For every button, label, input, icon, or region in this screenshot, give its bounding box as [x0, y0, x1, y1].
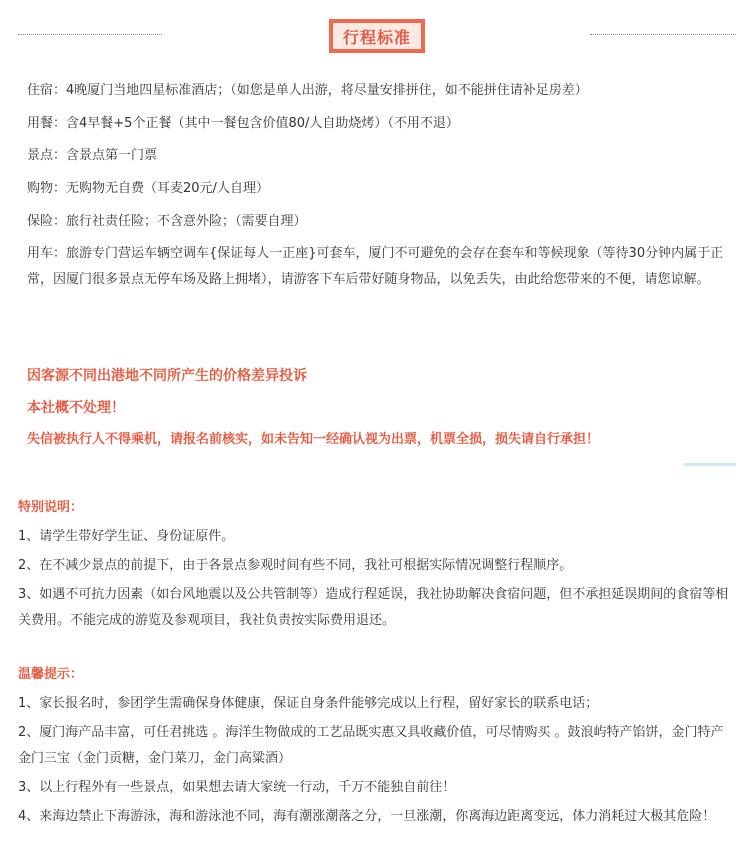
- info-value: 含4早餐+5个正餐（其中一餐包含价值80/人自助烧烤）（不用不退）: [66, 115, 459, 131]
- info-value: 旅行社责任险；不含意外险；（需要自理）: [66, 213, 307, 229]
- notice-line: 失信被执行人不得乘机，请报名前核实，如未告知一经确认视为出票，机票全损，损失请自行承担！: [27, 432, 600, 447]
- info-row-meals: [27, 111, 727, 137]
- list-item: 1、请学生带好学生证、身份证原件。: [18, 529, 235, 544]
- list-item: 2、在不减少景点的前提下，由于各景点参观时间有些不同，我社可根据实际情况调整行程顺序。: [18, 558, 573, 573]
- title-badge: [329, 19, 425, 53]
- special-notes: [18, 495, 736, 637]
- info-row-accommodation: [27, 78, 727, 104]
- info-label: 用车：: [27, 246, 67, 262]
- info-row-sights: [27, 143, 727, 169]
- itinerary-standards: [27, 78, 727, 300]
- list-item: 2、厦门海产品丰富，可任君挑选 。海洋生物做成的工艺品既实惠又具收藏价值，可尽情购买 。鼓浪屿特产馅饼，金门特产金门三宝（金门贡糖，金门菜刀，金门高粱酒）: [18, 725, 724, 766]
- notice-line: 因客源不同出港地不同所产生的价格差异投诉: [27, 368, 307, 384]
- info-value: 含景点第一门票: [66, 148, 158, 164]
- info-label: 景点：: [27, 148, 67, 164]
- list-item: 4、来海边禁止下海游泳，海和游泳池不同，海有潮涨潮落之分，一旦涨潮，你离海边距离变远，体力消耗过大极其危险！: [18, 809, 716, 824]
- page-title: 行程标准: [333, 23, 421, 49]
- info-label: 用餐：: [27, 115, 67, 131]
- complaint-notice: [27, 366, 727, 462]
- section-divider: [684, 463, 736, 466]
- info-row-shopping: [27, 176, 727, 202]
- warm-tips-title: 温馨提示：: [18, 667, 84, 682]
- info-value: 旅游专门营运车辆空调车{保证每人一正座}可套车，厦门不可避免的会存在套车和等候现象（等待30分钟内属于正常，因厦门很多景点无停车场及路上拥堵），请游客下车后带好随身物品，以免丢失，由此给您带来的不便，请您谅解。: [27, 246, 724, 288]
- notice-line: 本社概不处理！: [27, 400, 125, 416]
- info-row-insurance: [27, 209, 727, 235]
- info-label: 住宿：: [27, 83, 67, 98]
- info-label: 购物：: [27, 181, 67, 197]
- header-divider-left: [18, 34, 162, 35]
- info-value: 4晚厦门当地四星标准酒店；（如您是单人出游，将尽量安排拼住，如不能拼住请补足房差）: [66, 83, 588, 98]
- info-row-transport: [27, 241, 727, 293]
- list-item: 3、以上行程外有一些景点，如果想去请大家统一行动，千万不能独自前往！: [18, 780, 456, 795]
- section-header: [0, 17, 754, 57]
- list-item: 1、家长报名时，参团学生需确保身体健康，保证自身条件能够完成以上行程，留好家长的联系电话；: [18, 696, 599, 711]
- list-item: 3、如遇不可抗力因素（如台风地震以及公共管制等）造成行程延误，我社协助解决食宿问题，但不承担延误期间的食宿等相关费用。不能完成的游览及参观项目，我社负责按实际费用退还。: [18, 587, 729, 628]
- info-label: 保险：: [27, 213, 67, 229]
- special-notes-title: 特别说明：: [18, 500, 84, 515]
- info-value: 无购物无自费（耳麦20元/人自理）: [66, 181, 269, 197]
- warm-tips: [18, 662, 736, 833]
- header-divider-right: [590, 34, 736, 35]
